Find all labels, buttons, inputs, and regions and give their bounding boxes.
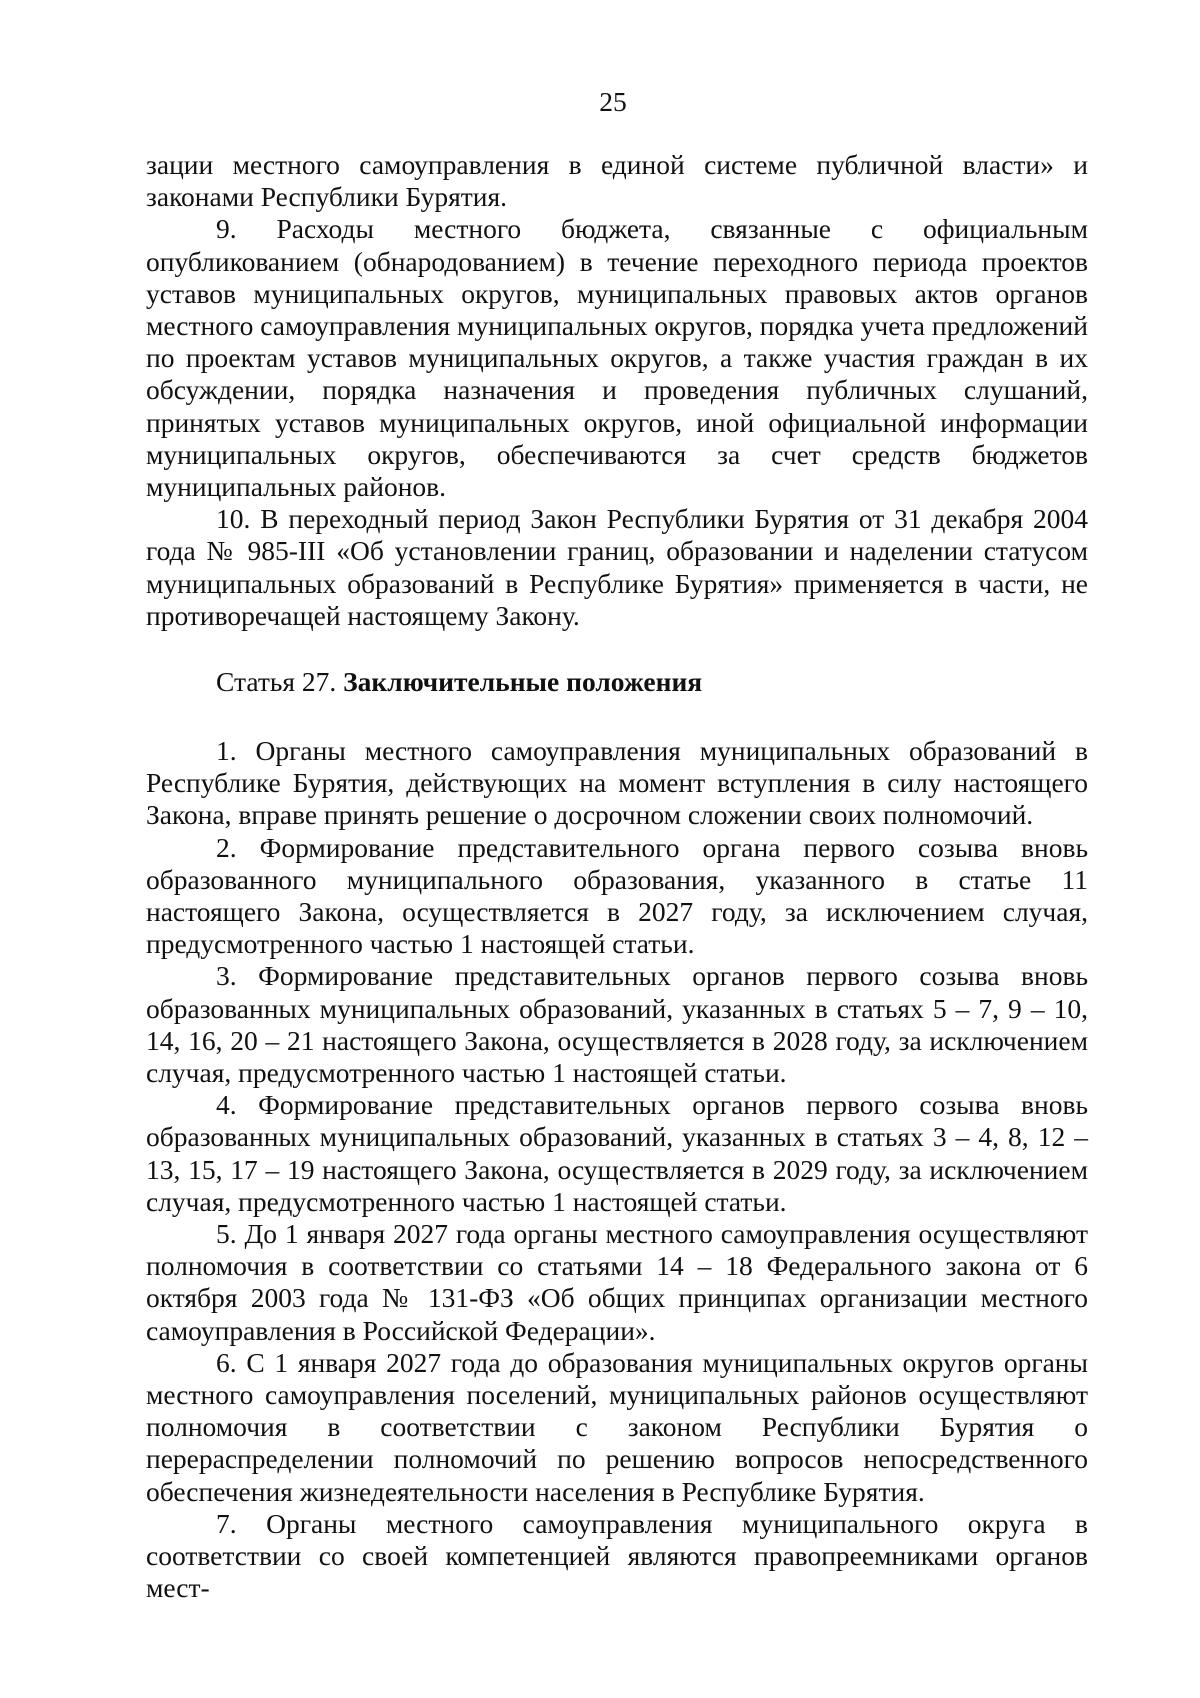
continuation-paragraph: зации местного самоуправления в единой системе публичной власти» и законами Республики Бурятия. bbox=[146, 149, 1088, 213]
article-paragraph-6: 6. С 1 января 2027 года до образования муниципальных округов органы местного самоуправления поселений, муниципальных районов осуществляют полномочия в соответствии с законом Республики Бурятия о перераспределении полномочий по решению вопросов непосредственного обеспечения жизнедеятельности населения в Республике Бурятия. bbox=[146, 1346, 1088, 1507]
paragraph-10: 10. В переходный период Закон Республики Бурятия от 31 декабря 2004 года № 985-III «Об установлении границ, образовании и наделении статусом муниципальных образований в Республике Бурятия» применяется в части, не противоречащей настоящему Закону. bbox=[146, 503, 1088, 631]
article-text-block bbox=[146, 735, 1088, 1604]
article-paragraph-7: 7. Органы местного самоуправления муниципального округа в соответствии со своей компетенцией являются правопреемниками органов мест- bbox=[146, 1507, 1088, 1604]
article-label: Статья 27. bbox=[216, 666, 337, 697]
article-paragraph-1: 1. Органы местного самоуправления муниципальных образований в Республике Бурятия, действующих на момент вступления в силу настоящего Закона, вправе принять решение о досрочном сложении своих полномочий. bbox=[146, 735, 1088, 831]
article-paragraph-2: 2. Формирование представительного органа первого созыва вновь образованного муниципального образования, указанного в статье 11 настоящего Закона, осуществляется в 2027 году, за исключением случая, предусмотренного частью 1 настоящей статьи. bbox=[146, 831, 1088, 960]
article-paragraph-5: 5. До 1 января 2027 года органы местного самоуправления осуществляют полномочия в соответствии со статьями 14 – 18 Федерального закона от 6 октября 2003 года № 131-ФЗ «Об общих принципах организации местного самоуправления в Российской Федерации». bbox=[146, 1218, 1088, 1346]
article-paragraph-4: 4. Формирование представительных органов первого созыва вновь образованных муниципальных образований, указанных в статьях 3 – 4, 8, 12 – 13, 15, 17 – 19 настоящего Закона, осуществляется в 2029 году, за исключением случая, предусмотренного частью 1 настоящей статьи. bbox=[146, 1089, 1088, 1217]
article-heading bbox=[216, 666, 702, 698]
top-text-block bbox=[146, 149, 1088, 632]
paragraph-9: 9. Расходы местного бюджета, связанные с официальным опубликованием (обнародованием) в течение переходного периода проектов уставов муниципальных округов, муниципальных правовых актов органов местного самоуправления муниципальных округов, порядка учета предложений по проектам уставов муниципальных округов, а также участия граждан в их обсуждении, порядка назначения и проведения публичных слушаний, принятых уставов муниципальных округов, иной официальной информации муниципальных округов, обеспечиваются за счет средств бюджетов муниципальных районов. bbox=[146, 213, 1088, 503]
page-number: 25 bbox=[599, 86, 627, 117]
article-title: Заключительные положения bbox=[343, 666, 703, 697]
article-paragraph-3: 3. Формирование представительных органов первого созыва вновь образованных муниципальных образований, указанных в статьях 5 – 7, 9 – 10, 14, 16, 20 – 21 настоящего Закона, осуществляется в 2028 году, за исключением случая, предусмотренного частью 1 настоящей статьи. bbox=[146, 960, 1088, 1089]
